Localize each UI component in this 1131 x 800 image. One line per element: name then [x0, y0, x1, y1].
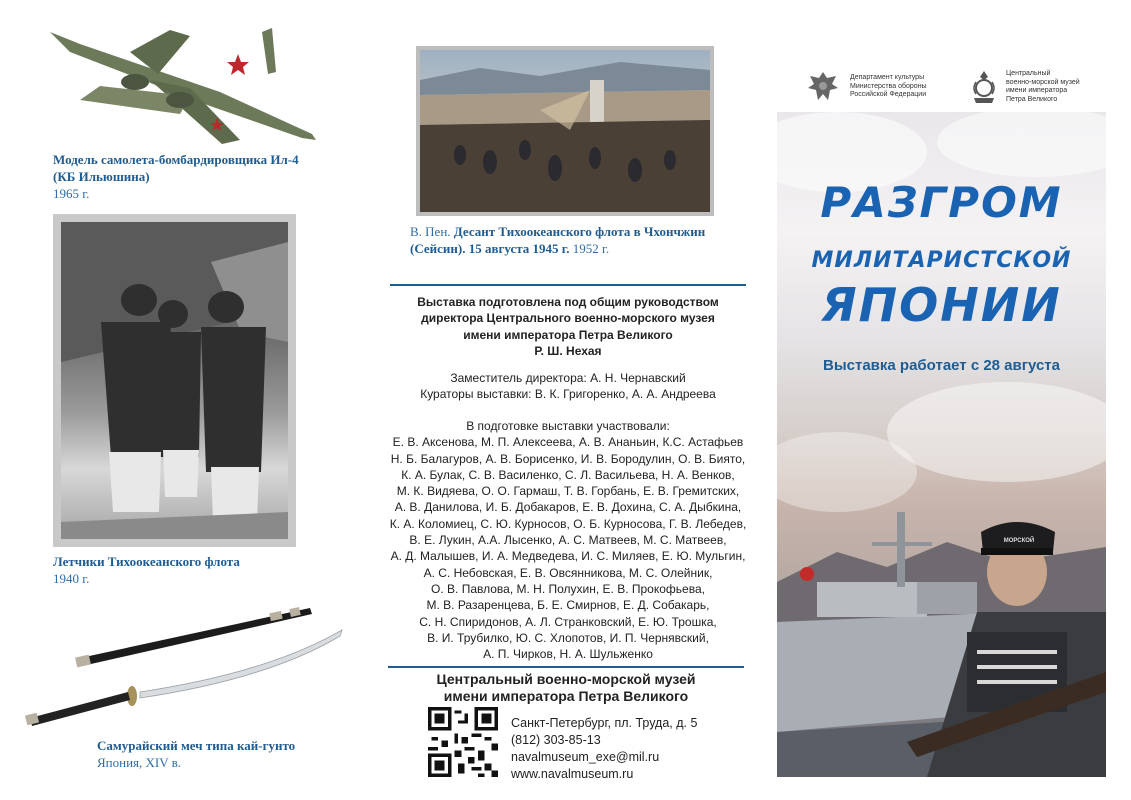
- painting-author: В. Пен.: [410, 224, 451, 239]
- credits-line: имени императора Петра Великого: [463, 327, 673, 342]
- museum-logo: [968, 66, 1108, 108]
- title-line3: ЯПОНИИ: [821, 278, 1062, 332]
- email[interactable]: navalmuseum_exe@mil.ru: [511, 750, 660, 764]
- exhibition-dates: Выставка работает с 28 августа: [823, 357, 1060, 374]
- samurai-sword-image: [20, 600, 350, 730]
- credits-staff: [390, 370, 746, 403]
- logo2-line: имени императора: [1006, 87, 1068, 94]
- participants-line: К. А. Булак, С. В. Василенко, С. Л. Васильева, Н. А. Венков,: [401, 467, 735, 482]
- museum-crest-icon: [968, 68, 1000, 106]
- bottom-divider: [388, 666, 744, 668]
- sword-caption: [97, 737, 337, 771]
- painting-title-line2: (Сейсин). 15 августа 1945 г.: [410, 241, 570, 256]
- plane-caption-year: 1965 г.: [53, 186, 90, 201]
- address: Санкт-Петербург, пл. Труда, д. 5: [511, 716, 698, 730]
- participants-line: А. Д. Малышев, И. А. Медведева, И. С. Миляев, Е. Ю. Мульгин,: [390, 549, 746, 564]
- participants-line: К. А. Коломиец, С. Ю. Курносов, О. Б. Курносова, Г. В. Лебедев,: [389, 516, 747, 531]
- participants-line: А. С. Небовская, Е. В. Овсянникова, М. С. Олейник,: [423, 565, 713, 580]
- exhibition-poster: [777, 112, 1106, 777]
- painting-caption: [410, 223, 730, 257]
- painting-title-line1: Десант Тихоокеанского флота в Чхончжин: [453, 224, 706, 239]
- plane-caption: [53, 151, 353, 202]
- participants-line: Е. В. Аксенова, М. П. Алексеева, А. В. Ананьин, К.С. Астафьев: [392, 435, 744, 450]
- plane-caption-line2: (КБ Ильюшина): [53, 169, 150, 184]
- top-divider: [390, 284, 746, 286]
- participants-heading: В подготовке выставки участвовали:: [466, 419, 670, 433]
- logo2-line: Центральный: [1006, 70, 1051, 77]
- credits-line: Выставка подготовлена под общим руководством: [417, 295, 719, 309]
- participants-line: Н. Б. Балагуров, А. В. Борисенко, И. В. Бородулин, О. В. Биято,: [390, 451, 746, 466]
- bomber-model-image: [40, 22, 325, 147]
- sword-caption-origin: Япония, XIV в.: [97, 755, 182, 770]
- ministry-logo: [806, 66, 946, 108]
- pilots-photo-frame: [53, 214, 296, 547]
- credits-main: [390, 294, 746, 359]
- logo1-line: Российской Федерации: [850, 91, 927, 99]
- participants-line: А. В. Данилова, И. Б. Добакаров, Е. В. Дохина, С. А. Дыбкина,: [394, 500, 742, 515]
- museum-name-line1: Центральный военно-морской музей: [436, 671, 696, 687]
- eagle-emblem-icon: [806, 68, 840, 106]
- logo1-line: Министерства обороны: [850, 82, 927, 90]
- qr-code[interactable]: [428, 707, 498, 777]
- website[interactable]: www.navalmuseum.ru: [511, 767, 634, 781]
- participants-line: В. Е. Лукин, А.А. Лысенко, А. С. Матвеев, М. С. Матвеев,: [409, 533, 727, 548]
- curators: Кураторы выставки: В. К. Григоренко, А. А. Андреева: [420, 387, 716, 402]
- museum-name: [388, 671, 744, 705]
- participants-line: В. И. Трубилко, Ю. С. Хлопотов, И. П. Чернявский,: [427, 630, 709, 645]
- landing-painting-frame: [416, 46, 714, 216]
- credits-line: директора Центрального военно-морского музея: [421, 311, 715, 326]
- cap-band-text: МОРСКОЙ: [1003, 538, 1035, 544]
- logo1-line: Департамент культуры: [850, 74, 925, 82]
- landing-painting-drawing: [420, 50, 710, 212]
- deputy-director: Заместитель директора: А. Н. Чернавский: [450, 371, 686, 385]
- plane-caption-line1: Модель самолета-бомбардировщика Ил-4: [53, 152, 299, 167]
- logo2-line: Петра Великого: [1006, 95, 1058, 103]
- participants-line: О. В. Павлова, М. Н. Полухин, Е. В. Прокофьева,: [431, 581, 705, 596]
- participants-block: [385, 418, 751, 662]
- pilots-photo-drawing: [61, 222, 288, 539]
- sword-caption-title: Самурайский меч типа кай-гунто: [97, 738, 296, 753]
- pilots-caption: [53, 553, 313, 587]
- participants-line: М. К. Видяева, О. О. Гармаш, Т. В. Горбань, Е. В. Гремитских,: [396, 484, 740, 499]
- contacts-block: [511, 715, 697, 783]
- participants-line: А. П. Чирков, Н. А. Шульженко: [483, 647, 653, 662]
- museum-name-line2: имени императора Петра Великого: [443, 688, 689, 704]
- participants-line: М. В. Разаренцева, Б. Е. Смирнов, Е. Д. Собакарь,: [426, 598, 710, 613]
- pilots-caption-year: 1940 г.: [53, 571, 90, 586]
- landing-painting: [420, 50, 710, 212]
- logo2-line: военно-морской музей: [1006, 78, 1080, 86]
- phone[interactable]: (812) 303-85-13: [511, 733, 601, 747]
- pilots-caption-title: Летчики Тихоокеанского флота: [53, 554, 240, 569]
- painting-year: 1952 г.: [572, 241, 610, 256]
- title-line1: РАЗГРОМ: [820, 178, 1063, 227]
- participants-line: С. Н. Спиридонов, А. Л. Странковский, Е. Ю. Трошка,: [419, 614, 717, 629]
- title-line2: МИЛИТАРИСТСКОЙ: [811, 248, 1072, 273]
- director-name: Р. Ш. Нехая: [534, 343, 602, 358]
- pilots-photo: [61, 222, 288, 539]
